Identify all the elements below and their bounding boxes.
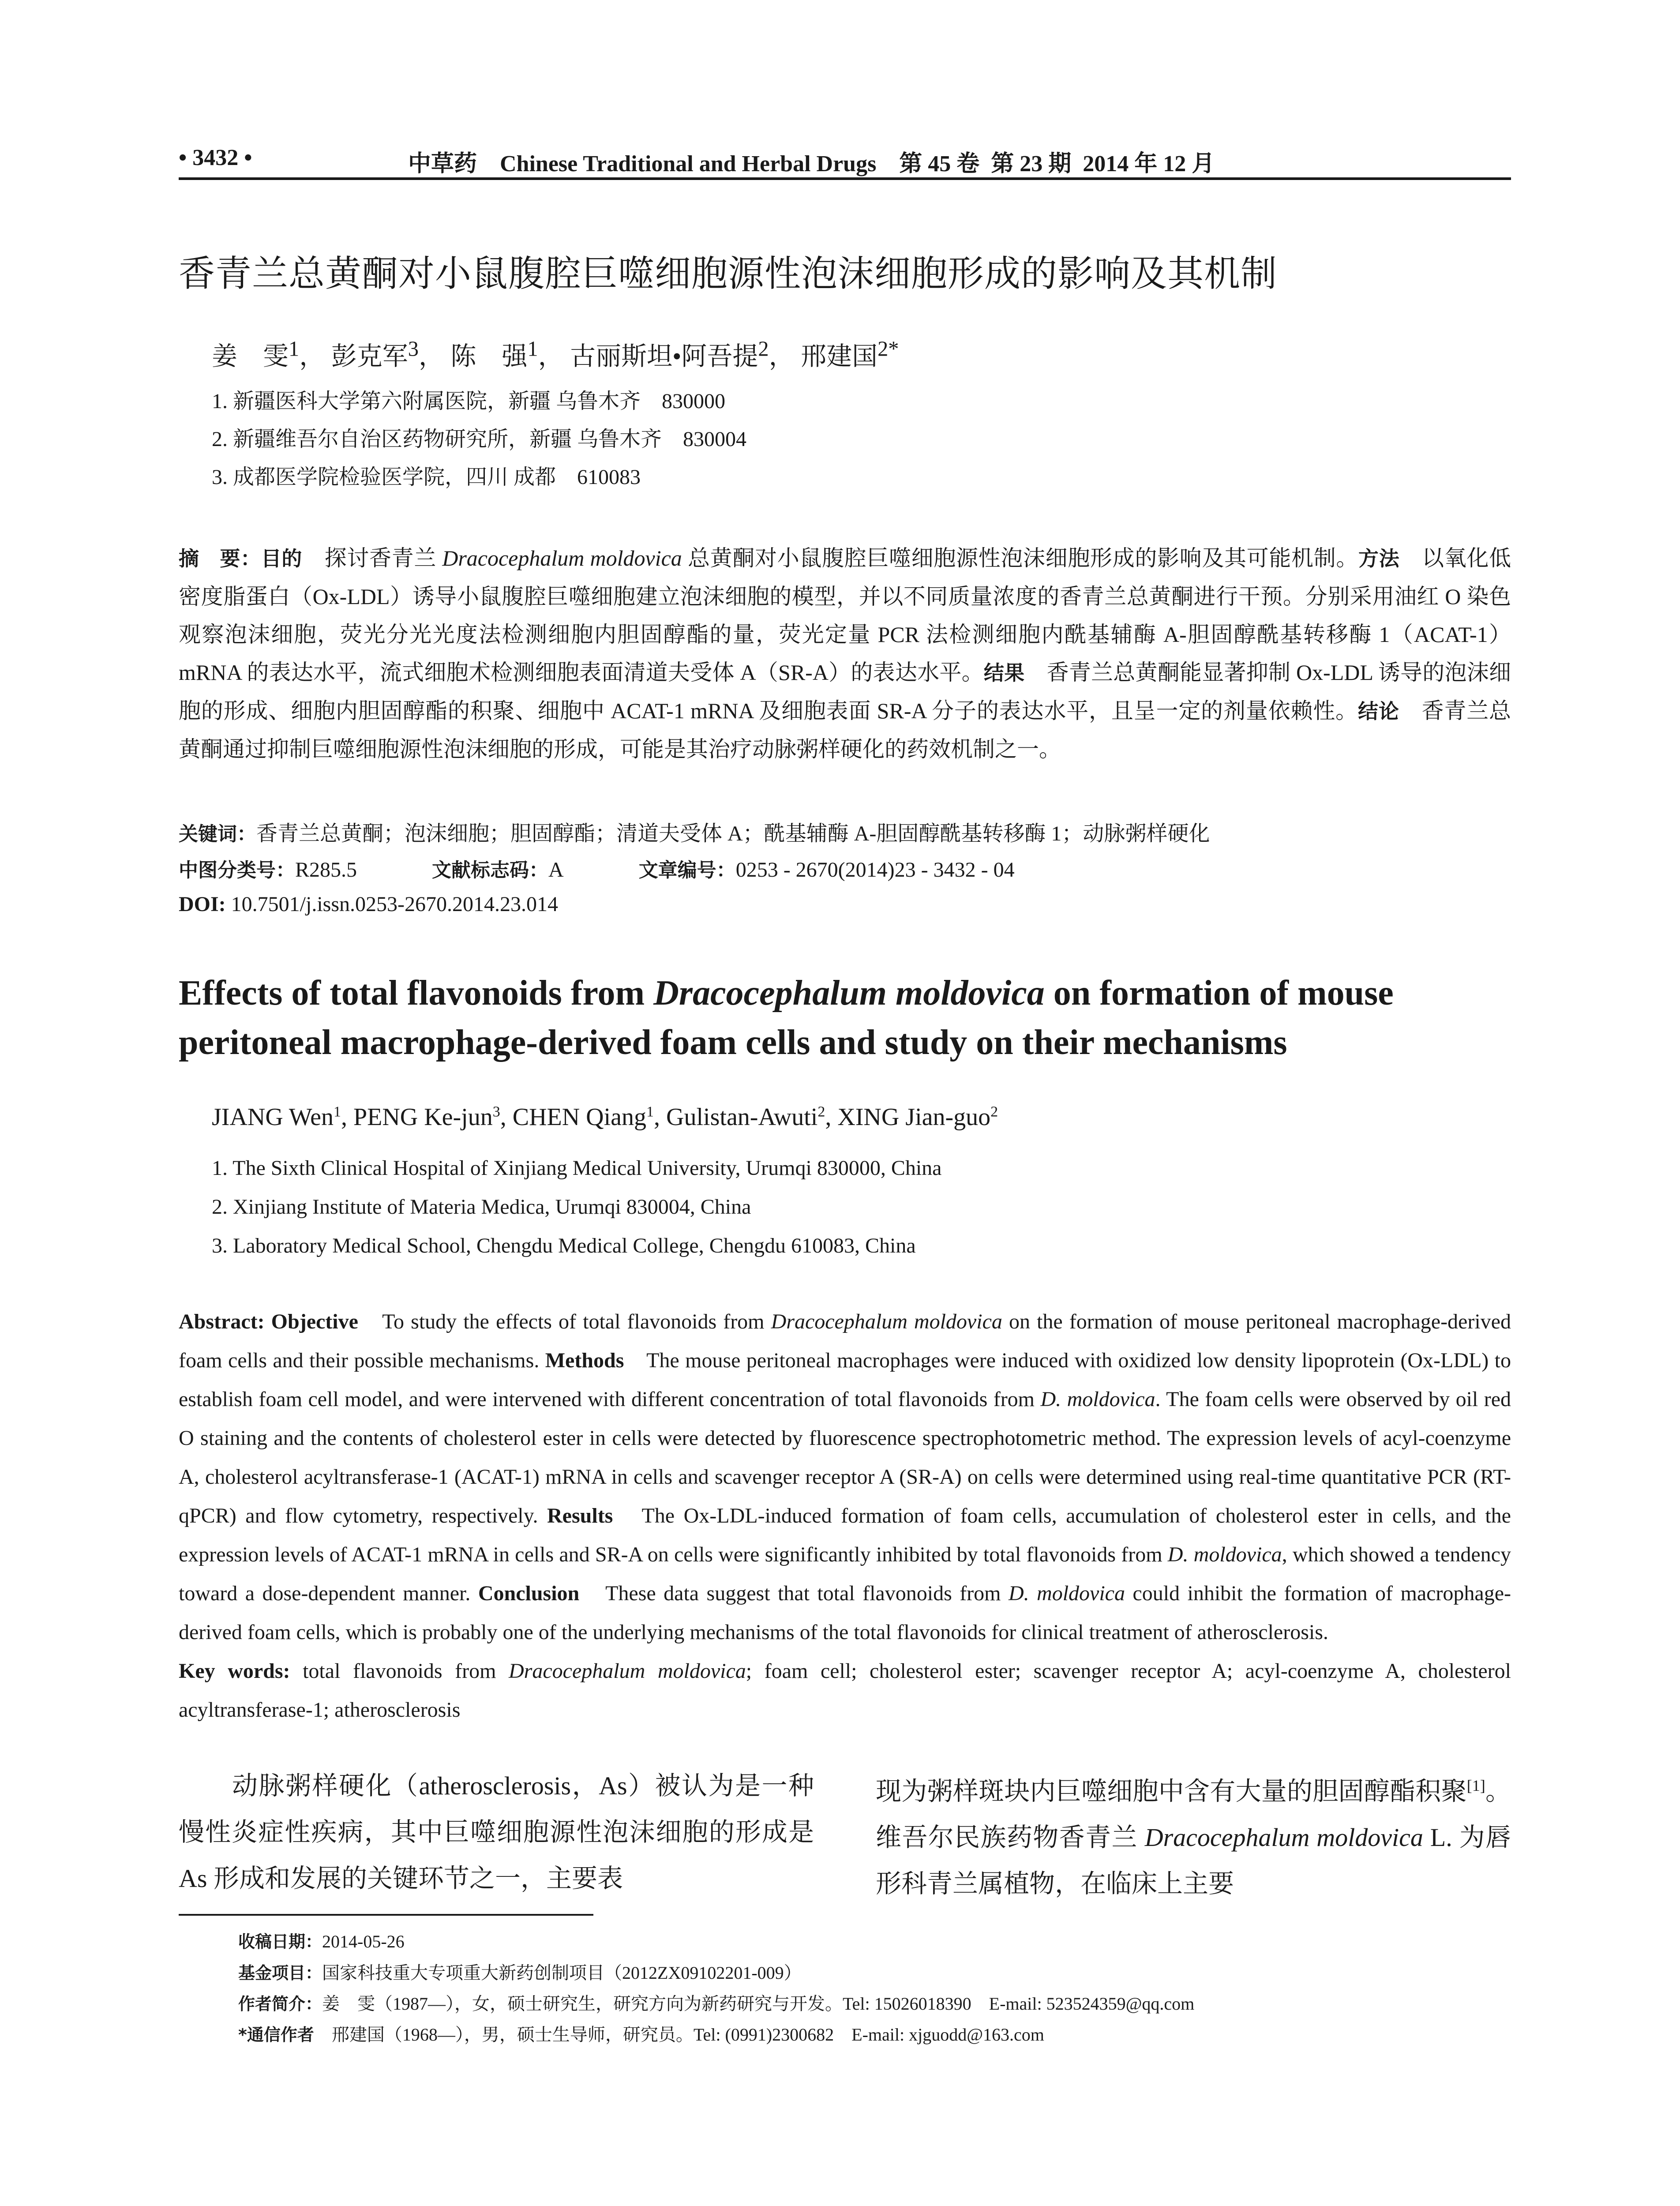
results-text: The Ox-LDL-induced formation of foam cells, accumulation of cholesterol ester in cells, and the expression levels of ACAT-1 mRNA in cells and SR-A on cells were significantly inhibited by total flavonoids from [179, 1504, 1511, 1566]
footnote-label: *通信作者 [238, 2025, 314, 2045]
author-sup: 2 [758, 337, 769, 361]
author-sup: 1 [527, 337, 538, 361]
clc-value: R285.5 [295, 858, 357, 882]
footnote-label: 作者简介： [238, 1994, 322, 2014]
author-name: PENG Ke-jun [353, 1103, 493, 1131]
author-sup: 3 [492, 1103, 500, 1120]
species-name: Dracocephalum moldovica [509, 1659, 746, 1683]
footnote-text: 国家科技重大专项重大新药创制项目（2012ZX09102201-009） [322, 1963, 802, 1983]
footnote-label: 收稿日期： [238, 1932, 322, 1951]
author-sup: 2 [818, 1103, 825, 1120]
conclusion-text: These data suggest that total flavonoids from [579, 1582, 1009, 1605]
author-sup: 1 [333, 1103, 341, 1120]
author-sup: 2* [878, 337, 899, 361]
author-sup: 1 [646, 1103, 654, 1120]
species-name: Dracocephalum moldovica [771, 1310, 1002, 1333]
species-name: Dracocephalum moldovica [653, 974, 1045, 1013]
keywords-text: total flavonoids from [290, 1659, 509, 1683]
methods-text: . The foam cells were observed by oil red O staining and the contents of cholesterol ester in cells were detected by fluorescence spectrophotometric method. The expression levels of acyl-coenzyme A, cholesterol acyltransferase-1 (ACAT-1) mRNA in cells and scavenger receptor A (SR-A) on cells were determined using real-time quantitative PCR (RT-qPCR) and flow cytometry, respectively. [179, 1388, 1511, 1527]
title-en-text: Effects of total flavonoids from [179, 974, 654, 1013]
author-name: XING Jian-guo [837, 1103, 991, 1131]
footnote-text: 2014-05-26 [322, 1932, 405, 1951]
authors-en: JIANG Wen$^1$, PENG Ke-jun$^3$, CHEN Qiang$^1$, Gulistan-Awuti$^2$, XING Jian-guo$^2$ [212, 1103, 998, 1131]
results-label: Results [547, 1504, 613, 1527]
species-name: Dracocephalum moldovica [1144, 1823, 1423, 1852]
author-name: JIANG Wen [212, 1103, 334, 1131]
affiliation-cn: 1. 新疆医科大学第六附属医院，新疆 乌鲁木齐 830000 [212, 390, 726, 413]
citation-ref: [1] [1466, 1777, 1485, 1794]
species-name: D. moldovica [1008, 1582, 1125, 1605]
doccode-value: A [548, 858, 564, 882]
article-title-en [179, 968, 1511, 1067]
affiliation-en: 3. Laboratory Medical School, Chengdu Medical College, Chengdu 610083, China [212, 1234, 916, 1257]
objective-text: 总黄酮对小鼠腹腔巨噬细胞源性泡沫细胞形成的影响及其可能机制。 [682, 546, 1359, 570]
running-header [179, 140, 1511, 176]
doi-value: 10.7501/j.issn.0253-2670.2014.23.014 [231, 893, 559, 916]
methods-text: The mouse peritoneal macrophages were induced with oxidized low density lipoprotein (Ox-LDL) to establish foam cell model, and were intervened with different concentration of total flavonoids from [179, 1349, 1511, 1411]
footnote-rule [179, 1914, 593, 1916]
affiliation-cn: 3. 成都医学院检验医学院，四川 成都 610083 [212, 465, 641, 489]
species-name: D. moldovica [1167, 1543, 1282, 1566]
author-name: 彭克军 [331, 342, 408, 371]
results-text: 香青兰总黄酮能显著抑制 Ox-LDL 诱导的泡沫细胞的形成、细胞内胆固醇酯的积聚、细胞中 ACAT-1 mRNA 及细胞表面 SR-A 分子的表达水平，且呈一定的剂量依赖性。 [179, 660, 1511, 723]
header-rule [179, 177, 1511, 180]
affiliation-cn: 2. 新疆维吾尔自治区药物研究所，新疆 乌鲁木齐 830004 [212, 428, 747, 451]
article-no-label: 文章编号： [638, 859, 736, 882]
abstract-en [179, 1302, 1511, 1730]
keywords-label: 关键词： [179, 823, 256, 845]
objective-text: 探讨香青兰 [302, 546, 442, 570]
page-number: • 3432 • [179, 145, 252, 170]
author-name: 姜 雯 [212, 342, 289, 371]
article-no-value: 0253 - 2670(2014)23 - 3432 - 04 [735, 858, 1015, 882]
keywords-text: ; foam cell; cholesterol ester; scavenger receptor A; acyl-coenzyme A, cholesterol acyltransferase-1; atherosclerosis [179, 1659, 1511, 1722]
objective-text: on the formation of mouse peritoneal macrophage-derived foam cells and their possible mechanisms. [179, 1310, 1511, 1372]
author-name: CHEN Qiang [512, 1103, 647, 1131]
footnote-text: 邢建国（1968—），男，硕士生导师，研究员。Tel: (0991)2300682 E-mail: xjguodd@163.com [314, 2025, 1044, 2045]
journal-info: 中草药 Chinese Traditional and Herbal Drugs 第 45 卷 第 23 期 2014 年 12 月 [408, 151, 1215, 176]
conclusion-label: Conclusion [478, 1582, 580, 1605]
article-title-cn: 香青兰总黄酮对小鼠腹腔巨噬细胞源性泡沫细胞形成的影响及其机制 [179, 253, 1278, 295]
clc-label: 中图分类号： [179, 859, 295, 882]
footnote-text: 姜 雯（1987—），女，硕士研究生，研究方向为新药研究与开发。Tel: 15026018390 E-mail: 523524359@qq.com [322, 1994, 1195, 2014]
footnote-received [238, 1928, 405, 1952]
doi-line [179, 892, 558, 916]
author-sup: 1 [289, 337, 300, 361]
authors-cn: 姜 雯$^1$， 彭克军$^3$， 陈 强$^1$， 古丽斯坦•阿吾提$^2$， 邢建国$^{2*}$ [212, 337, 899, 371]
affiliation-en: 1. The Sixth Clinical Hospital of Xinjiang Medical University, Urumqi 830000, China [212, 1156, 942, 1180]
species-name: Dracocephalum moldovica [442, 546, 682, 570]
body-text: L. 为唇形科青兰属植物，在临床上主要 [876, 1823, 1511, 1898]
keywords-label: Key words: [179, 1659, 290, 1683]
author-sup: 2 [990, 1103, 998, 1120]
conclusion-text: 香青兰总黄酮通过抑制巨噬细胞源性泡沫细胞的形成，可能是其治疗动脉粥样硬化的药效机制之一。 [179, 698, 1511, 762]
keywords-text: 香青兰总黄酮；泡沫细胞；胆固醇酯；清道夫受体 A；酰基辅酶 A-胆固醇酰基转移酶 1；动脉粥样硬化 [256, 822, 1210, 845]
body-column-left: 动脉粥样硬化（atherosclerosis，As）被认为是一种慢性炎症性疾病，其中巨噬细胞源性泡沫细胞的形成是 As 形成和发展的关键环节之一，主要表 [179, 1771, 814, 1893]
affiliation-en: 2. Xinjiang Institute of Materia Medica, Urumqi 830004, China [212, 1195, 751, 1219]
author-name: Gulistan-Awuti [666, 1103, 818, 1131]
results-label: 结果 [983, 661, 1025, 685]
methods-label: Methods [545, 1349, 624, 1372]
methods-label: 方法 [1358, 547, 1400, 570]
species-name: D. moldovica [1040, 1388, 1155, 1411]
conclusion-text: could inhibit the formation of macrophage-derived foam cells, which is probably one of the underlying mechanisms of the total flavonoids for clinical treatment of atherosclerosis. [179, 1582, 1511, 1644]
author-name: 陈 强 [450, 342, 528, 371]
keywords-cn [179, 816, 1210, 847]
doi-label: DOI: [179, 893, 226, 916]
abstract-label: 摘 要： [179, 547, 261, 570]
body-text: 。维吾尔民族药物香青兰 [876, 1777, 1511, 1852]
author-sup: 3 [408, 337, 419, 361]
author-name: 古丽斯坦•阿吾提 [570, 342, 758, 371]
methods-text: 以氧化低密度脂蛋白（Ox-LDL）诱导小鼠腹腔巨噬细胞建立泡沫细胞的模型，并以不同质量浓度的香青兰总黄酮进行干预。分别采用油红 O 染色观察泡沫细胞，荧光分光光度法检测细胞内胆固醇酯的量，荧光定量 PCR 法检测细胞内酰基辅酶 A-胆固醇酰基转移酶 1（ACAT-1）mRNA 的表达水平，流式细胞术检测细胞表面清道夫受体 A（SR-A）的表达水平。 [179, 546, 1511, 685]
abstract-label: Abstract: Objective [179, 1310, 358, 1333]
body-text: 现为粥样斑块内巨噬细胞中含有大量的胆固醇酯积聚 [876, 1777, 1467, 1806]
footnote-funding [238, 1959, 802, 1984]
abstract-cn [179, 539, 1511, 768]
footnote-label: 基金项目： [238, 1963, 322, 1983]
classification-line [179, 854, 1015, 882]
footnote-author-bio [238, 1990, 1194, 2015]
results-text: , which showed a tendency toward a dose-dependent manner. [179, 1543, 1511, 1605]
footnote-corresponding [238, 2021, 1044, 2046]
conclusion-label: 结论 [1358, 699, 1399, 723]
objective-text: To study the effects of total flavonoids from [358, 1310, 771, 1333]
author-name: 邢建国 [801, 342, 878, 371]
doccode-label: 文献标志码： [432, 859, 549, 882]
objective-label: 目的 [261, 547, 303, 570]
body-column-right [876, 1763, 1511, 1907]
title-en-text: on formation of mouse peritoneal macrophage-derived foam cells and study on their mechanisms [179, 974, 1394, 1062]
